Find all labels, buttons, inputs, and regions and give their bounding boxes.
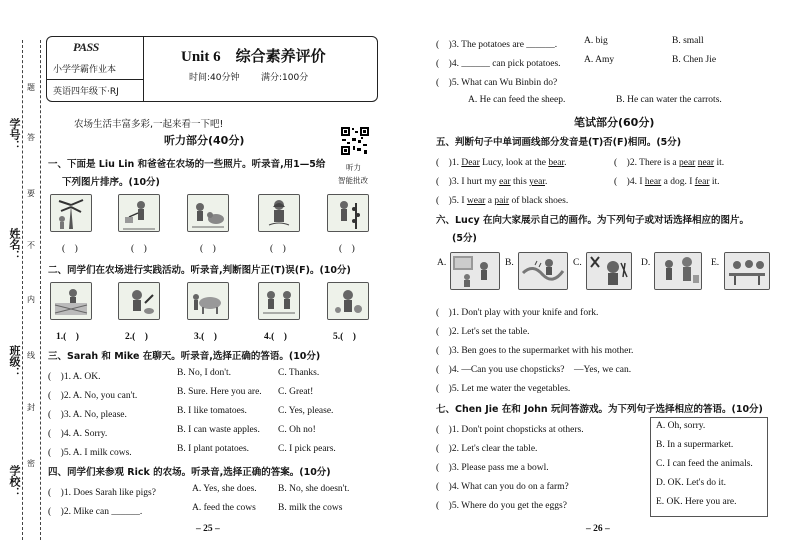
- q4-item-1-option-a: A. Yes, she does.: [192, 484, 257, 494]
- q6-item-5[interactable]: ( )5. Let me water the vegetables.: [436, 384, 571, 394]
- seal-char: 题: [27, 83, 35, 92]
- listening-heading: 听力部分(40分): [164, 134, 245, 147]
- seal-char: 内: [27, 295, 35, 304]
- painting-c: [586, 252, 632, 290]
- seal-char: 答: [27, 133, 35, 142]
- farm-photo-4: [258, 194, 300, 232]
- painting-e: [724, 252, 770, 290]
- q5-item-3[interactable]: ( )3. I hurt my ear this year.: [436, 177, 548, 187]
- seal-char: 密: [27, 459, 35, 468]
- q4-item-4-stem[interactable]: ( )4. ______ can pick potatoes.: [436, 59, 561, 69]
- seal-line-outer: [22, 40, 23, 540]
- q3-item-5-option-b: B. I plant potatoes.: [177, 444, 250, 454]
- painting-b: [518, 252, 568, 290]
- activity-photo-5: [327, 282, 369, 320]
- q3-item-2-option-b: B. Sure. Here you are.: [177, 387, 262, 397]
- q6-pic-label-a: A.: [437, 258, 447, 268]
- q7-item-3[interactable]: ( )3. Please pass me a bowl.: [436, 463, 549, 473]
- seal-char: 不: [27, 241, 35, 250]
- q7-instruction: 七、Chen Jie 在和 John 玩问答游戏。为下列句子选择相应的答语。(10分): [436, 404, 763, 415]
- q3-item-4-stem[interactable]: ( )4. A. Sorry.: [48, 429, 108, 439]
- series-name: 小学学霸作业本: [53, 65, 117, 75]
- q6-item-1[interactable]: ( )1. Don't play with your knife and fork.: [436, 308, 599, 318]
- page-number-right: – 26 –: [586, 524, 610, 534]
- q4-item-2-stem[interactable]: ( )2. Mike can ______.: [48, 507, 143, 517]
- activity-photo-3: [187, 282, 229, 320]
- q4-item-4-option-a: A. Amy: [584, 55, 615, 65]
- q6-instruction-cont: (5分): [452, 233, 477, 244]
- q7-option-a: A. Oh, sorry.: [656, 421, 706, 431]
- grade-label: 英语四年级下·RJ: [53, 87, 119, 97]
- farm-photo-3: [187, 194, 229, 232]
- q4-item-5-option-a: A. He can feed the sheep.: [468, 95, 566, 105]
- school-label: 学校：: [8, 465, 21, 498]
- q3-item-3-stem[interactable]: ( )3. A. No, please.: [48, 410, 127, 420]
- q5-item-5[interactable]: ( )5. I wear a pair of black shoes.: [436, 196, 569, 206]
- activity-photo-1: [50, 282, 92, 320]
- painting-a: [450, 252, 500, 290]
- q7-item-2[interactable]: ( )2. Let's clear the table.: [436, 444, 538, 454]
- q6-item-2[interactable]: ( )2. Let's set the table.: [436, 327, 530, 337]
- seal-line-inner: [40, 40, 41, 540]
- q4-item-3-option-b: B. small: [672, 36, 704, 46]
- q5-instruction: 五、判断句子中单词画线部分发音是(T)否(F)相同。(5分): [436, 137, 682, 148]
- q4-item-5-option-b: B. He can water the carrots.: [616, 95, 722, 105]
- q1-blank-5[interactable]: ( ): [339, 244, 355, 254]
- farm-photo-2: [118, 194, 160, 232]
- seal-char: 线: [27, 351, 35, 360]
- q5-item-2[interactable]: ( )2. There is a pear near it.: [614, 158, 725, 168]
- q4-instruction: 四、同学们来参观 Rick 的农场。听录音,选择正确的答案。(10分): [48, 467, 331, 478]
- q3-item-5-stem[interactable]: ( )5. A. I milk cows.: [48, 448, 132, 458]
- q3-instruction: 三、Sarah 和 Mike 在聊天。听录音,选择正确的答语。(10分): [48, 351, 321, 362]
- q7-item-5[interactable]: ( )5. Where do you get the eggs?: [436, 501, 567, 511]
- q1-blank-4[interactable]: ( ): [270, 244, 286, 254]
- q4-item-4-option-b: B. Chen Jie: [672, 55, 717, 65]
- q1-instruction-cont: 下列图片排序。(10分): [62, 177, 160, 188]
- student-name-label: 姓名：: [8, 228, 21, 261]
- pass-logo: PASS: [73, 40, 99, 54]
- seal-char: 要: [27, 189, 35, 198]
- q7-item-4[interactable]: ( )4. What can you do on a farm?: [436, 482, 569, 492]
- q2-blank-5[interactable]: 5.( ): [333, 332, 356, 342]
- q6-item-4[interactable]: ( )4. —Can you use chopsticks? —Yes, we can.: [436, 365, 632, 375]
- seal-char: 封: [27, 403, 35, 412]
- q3-item-1-stem[interactable]: ( )1. A. OK.: [48, 372, 101, 382]
- q5-item-1[interactable]: ( )1. Dear Lucy, look at the bear.: [436, 158, 567, 168]
- activity-photo-2: [118, 282, 160, 320]
- q3-item-3-option-c: C. Yes, please.: [278, 406, 334, 416]
- q2-blank-4[interactable]: 4.( ): [264, 332, 287, 342]
- q4-item-3-stem[interactable]: ( )3. The potatoes are ______.: [436, 40, 558, 50]
- intro-text: 农场生活丰富多彩,一起来看一下吧!: [74, 119, 224, 130]
- q6-pic-label-b: B.: [505, 258, 514, 268]
- q3-item-4-option-c: C. Oh no!: [278, 425, 316, 435]
- q1-instruction: 一、下面是 Liu Lin 和爸爸在农场的一些照片。听录音,用1—5给: [48, 159, 326, 170]
- q3-item-2-option-c: C. Great!: [278, 387, 314, 397]
- q3-item-1-option-b: B. No, I don't.: [177, 368, 231, 378]
- qr-code[interactable]: [340, 126, 370, 156]
- q2-blank-1[interactable]: 1.( ): [56, 332, 79, 342]
- q4-item-1-stem[interactable]: ( )1. Does Sarah like pigs?: [48, 488, 156, 498]
- q6-instruction: 六、Lucy 在向大家展示自己的画作。为下列句子或对话选择相应的图片。: [436, 215, 749, 226]
- q5-item-4[interactable]: ( )4. I hear a dog. I fear it.: [614, 177, 720, 187]
- q6-item-3[interactable]: ( )3. Ben goes to the supermarket with his mother.: [436, 346, 634, 356]
- header-box: [46, 36, 378, 102]
- q1-blank-3[interactable]: ( ): [200, 244, 216, 254]
- q7-option-b: B. In a supermarket.: [656, 440, 734, 450]
- farm-photo-5: [327, 194, 369, 232]
- q6-pic-label-d: D.: [641, 258, 651, 268]
- q3-item-2-stem[interactable]: ( )2. A. No, you can't.: [48, 391, 138, 401]
- q4-item-5-stem[interactable]: ( )5. What can Wu Binbin do?: [436, 78, 558, 88]
- time-limit: 时间:40分钟: [189, 73, 240, 83]
- q3-item-3-option-b: B. I like tomatoes.: [177, 406, 247, 416]
- q7-option-e: E. OK. Here you are.: [656, 497, 737, 507]
- q4-item-2-option-b: B. milk the cows: [278, 503, 343, 513]
- q4-item-1-option-b: B. No, she doesn't.: [278, 484, 350, 494]
- q2-instruction: 二、同学们在农场进行实践活动。听录音,判断图片正(T)误(F)。(10分): [48, 265, 351, 276]
- unit-title: Unit 6 综合素养评价: [181, 49, 326, 65]
- q6-pic-label-c: C.: [573, 258, 582, 268]
- q2-blank-3[interactable]: 3.( ): [194, 332, 217, 342]
- farm-photo-1: [50, 194, 92, 232]
- q4-item-2-option-a: A. feed the cows: [192, 503, 256, 513]
- q1-blank-1[interactable]: ( ): [62, 244, 78, 254]
- listen-label: 听力: [346, 163, 361, 172]
- page-number-left: – 25 –: [196, 524, 220, 534]
- writing-heading: 笔试部分(60分): [574, 116, 655, 129]
- q1-blank-2[interactable]: ( ): [131, 244, 147, 254]
- q2-blank-2[interactable]: 2.( ): [125, 332, 148, 342]
- class-label: 班级：: [8, 345, 21, 378]
- q7-item-1[interactable]: ( )1. Don't point chopsticks at others.: [436, 425, 584, 435]
- smart-grading-label: 智能批改: [338, 176, 368, 185]
- q7-option-d: D. OK. Let's do it.: [656, 478, 727, 488]
- activity-photo-4: [258, 282, 300, 320]
- q6-pic-label-e: E.: [711, 258, 720, 268]
- full-score: 满分:100分: [261, 73, 309, 83]
- student-id-label: 学号：: [8, 118, 21, 151]
- painting-d: [654, 252, 702, 290]
- q7-option-c: C. I can feed the animals.: [656, 459, 753, 469]
- q3-item-1-option-c: C. Thanks.: [278, 368, 320, 378]
- q4-item-3-option-a: A. big: [584, 36, 608, 46]
- q3-item-4-option-b: B. I can waste apples.: [177, 425, 260, 435]
- series-panel: [47, 37, 144, 101]
- q3-item-5-option-c: C. I pick pears.: [278, 444, 336, 454]
